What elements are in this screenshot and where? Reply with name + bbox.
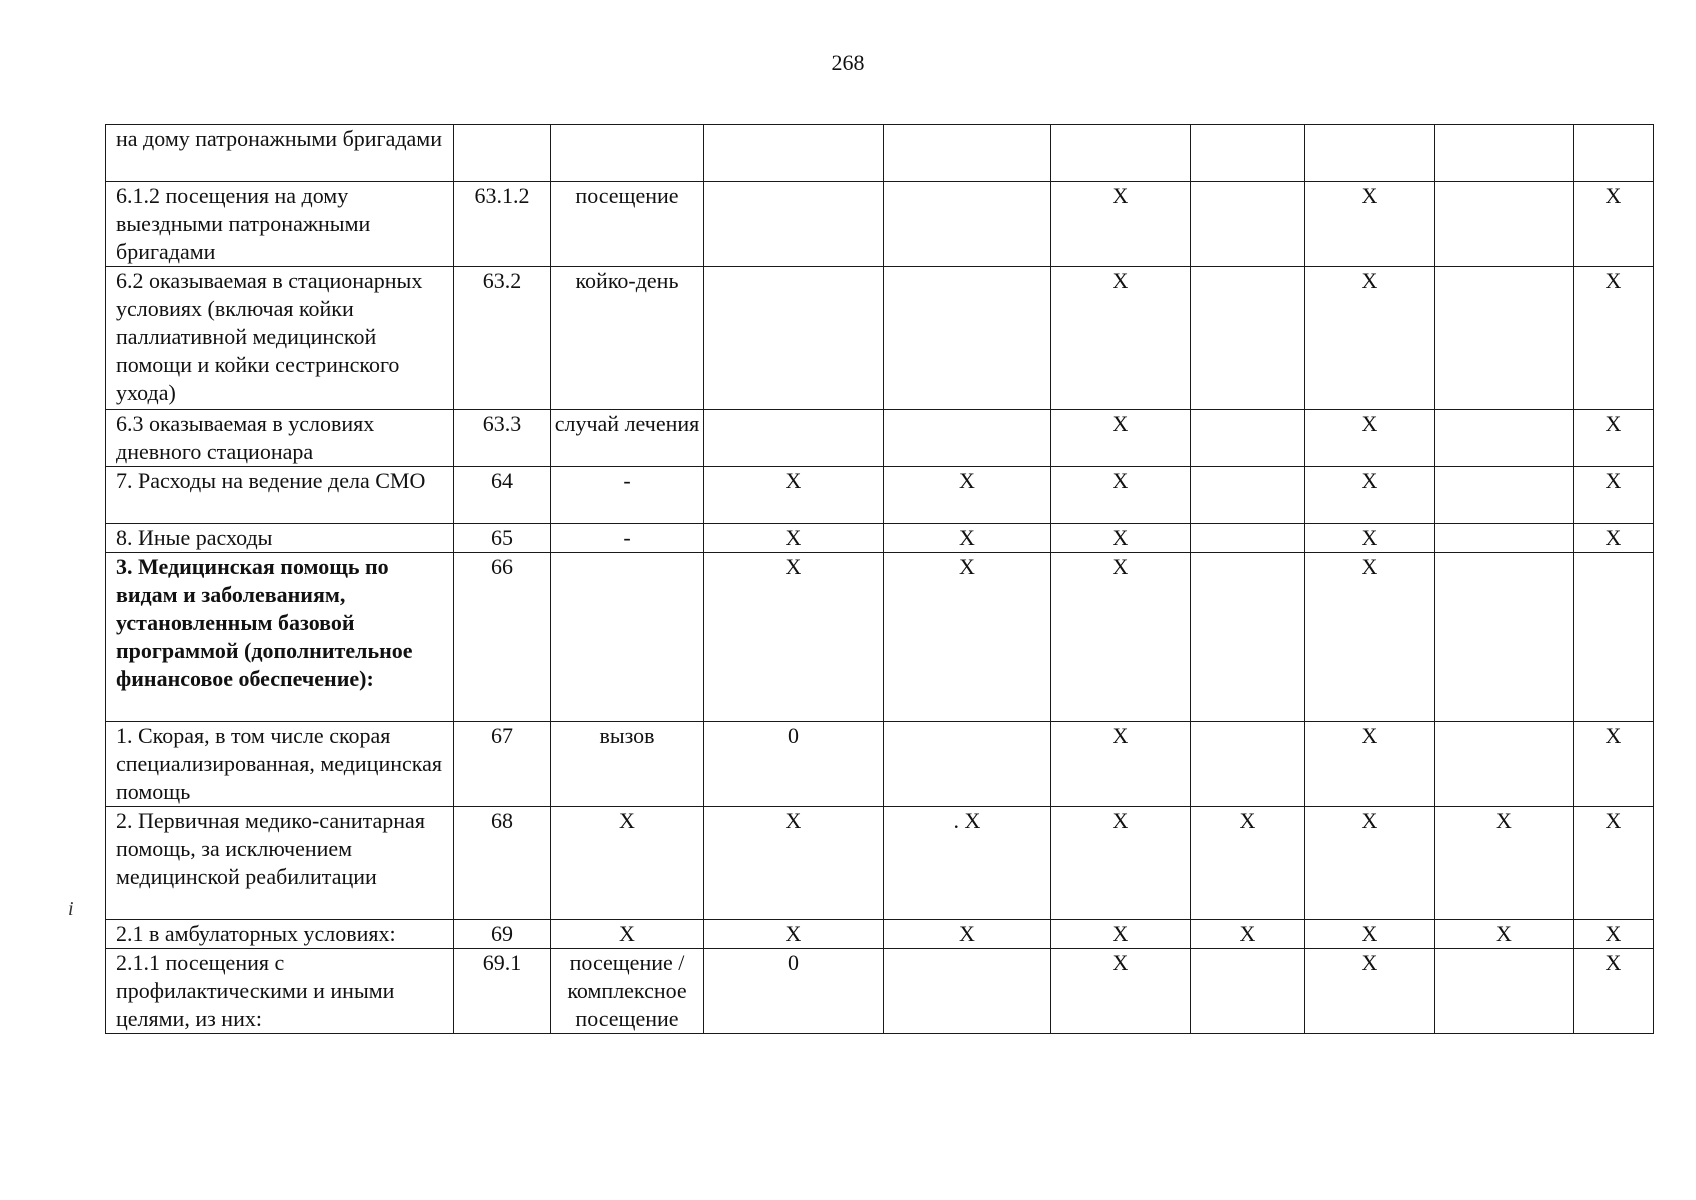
value-cell: X [1305,920,1435,949]
value-cell: X [884,524,1051,553]
value-cell: X [1574,807,1654,920]
value-cell: X [1051,949,1191,1034]
row-code-cell: 68 [454,807,551,920]
unit-cell [551,125,704,182]
row-label: 2.1.1 посещения с профилактическими и иными целями, из них: [106,949,454,1034]
value-cell: X [1305,267,1435,410]
value-cell [704,267,884,410]
value-cell: X [1051,267,1191,410]
row-code-cell: 65 [454,524,551,553]
value-cell [1191,182,1305,267]
unit-cell: - [551,524,704,553]
row-code-cell: 63.1.2 [454,182,551,267]
value-cell [884,125,1051,182]
value-cell: X [1435,807,1574,920]
value-cell: X [1305,524,1435,553]
value-cell: X [884,920,1051,949]
value-cell [1435,949,1574,1034]
unit-cell: X [551,920,704,949]
value-cell [1191,467,1305,524]
value-cell: X [884,467,1051,524]
value-cell [1435,182,1574,267]
row-label: 6.1.2 посещения на дому выездными патронажными бригадами [106,182,454,267]
unit-cell: - [551,467,704,524]
value-cell [884,410,1051,467]
value-cell [884,182,1051,267]
row-code-cell: 67 [454,722,551,807]
value-cell: X [1051,524,1191,553]
value-cell: X [1051,410,1191,467]
row-code-cell: 66 [454,553,551,722]
value-cell: X [1574,182,1654,267]
value-cell: X [704,553,884,722]
value-cell: X [1305,722,1435,807]
row-code-cell: 63.3 [454,410,551,467]
value-cell: X [1574,524,1654,553]
value-cell: . X [884,807,1051,920]
unit-cell: вызов [551,722,704,807]
value-cell: X [704,920,884,949]
financing-table [105,124,1654,1034]
value-cell [884,949,1051,1034]
row-code-cell [454,125,551,182]
value-cell: X [884,553,1051,722]
value-cell [704,410,884,467]
value-cell: 0 [704,949,884,1034]
value-cell: X [1191,807,1305,920]
row-code-cell: 63.2 [454,267,551,410]
value-cell: X [1305,807,1435,920]
value-cell: X [1574,467,1654,524]
value-cell [1435,125,1574,182]
value-cell: X [1574,410,1654,467]
table-row [106,807,1654,920]
row-label: 2. Первичная медико-санитарная помощь, за исключением медицинской реабилитации [106,807,454,920]
value-cell: X [1051,182,1191,267]
unit-cell [551,553,704,722]
row-code-cell: 69 [454,920,551,949]
value-cell: X [1305,949,1435,1034]
unit-cell: койко-день [551,267,704,410]
value-cell: X [704,467,884,524]
row-label: 3. Медицинская помощь по видам и заболеваниям, установленным базовой программой (дополнительное финансовое обеспечение): [106,553,454,722]
value-cell: X [1191,920,1305,949]
table-row [106,722,1654,807]
value-cell: X [1574,920,1654,949]
table-row [106,125,1654,182]
table-row [106,949,1654,1034]
table-body [106,125,1654,1034]
row-label: 7. Расходы на ведение дела СМО [106,467,454,524]
value-cell [1435,410,1574,467]
row-code-cell: 69.1 [454,949,551,1034]
value-cell: X [1051,467,1191,524]
value-cell [1191,524,1305,553]
value-cell [1191,410,1305,467]
value-cell [1191,553,1305,722]
value-cell [884,722,1051,807]
value-cell [1574,125,1654,182]
value-cell: X [1574,722,1654,807]
value-cell: X [1305,467,1435,524]
value-cell: X [1051,722,1191,807]
value-cell [1191,125,1305,182]
value-cell [1191,722,1305,807]
page-number: 268 [831,50,865,75]
table-row [106,182,1654,267]
value-cell: X [1305,182,1435,267]
value-cell [884,267,1051,410]
value-cell [1435,553,1574,722]
row-label: 6.2 оказываемая в стационарных условиях (включая койки паллиативной медицинской помощи и койки сестринского ухода) [106,267,454,410]
row-code-cell: 64 [454,467,551,524]
stray-mark: i [68,898,74,920]
value-cell: X [1305,553,1435,722]
unit-cell: случай лечения [551,410,704,467]
table-row [106,467,1654,524]
row-label: на дому патронажными бригадами [106,125,454,182]
row-label: 2.1 в амбулаторных условиях: [106,920,454,949]
value-cell [1435,524,1574,553]
value-cell: X [1574,267,1654,410]
value-cell: X [1435,920,1574,949]
table-row [106,920,1654,949]
value-cell: X [1051,553,1191,722]
value-cell: X [1305,410,1435,467]
unit-cell: X [551,807,704,920]
row-label: 8. Иные расходы [106,524,454,553]
value-cell [704,125,884,182]
unit-cell: посещение / комплексное посещение [551,949,704,1034]
row-label: 6.3 оказываемая в условиях дневного стационара [106,410,454,467]
table-row [106,524,1654,553]
value-cell [1435,267,1574,410]
value-cell: 0 [704,722,884,807]
value-cell [1435,722,1574,807]
table-row [106,553,1654,722]
value-cell: X [1051,807,1191,920]
value-cell: X [704,524,884,553]
row-label: 1. Скорая, в том числе скорая специализированная, медицинская помощь [106,722,454,807]
value-cell [1191,267,1305,410]
value-cell [704,182,884,267]
table-row [106,410,1654,467]
table-row [106,267,1654,410]
value-cell [1191,949,1305,1034]
value-cell: X [1051,920,1191,949]
value-cell [1051,125,1191,182]
value-cell: X [1574,949,1654,1034]
value-cell [1435,467,1574,524]
value-cell [1305,125,1435,182]
value-cell: X [704,807,884,920]
unit-cell: посещение [551,182,704,267]
value-cell [1574,553,1654,722]
